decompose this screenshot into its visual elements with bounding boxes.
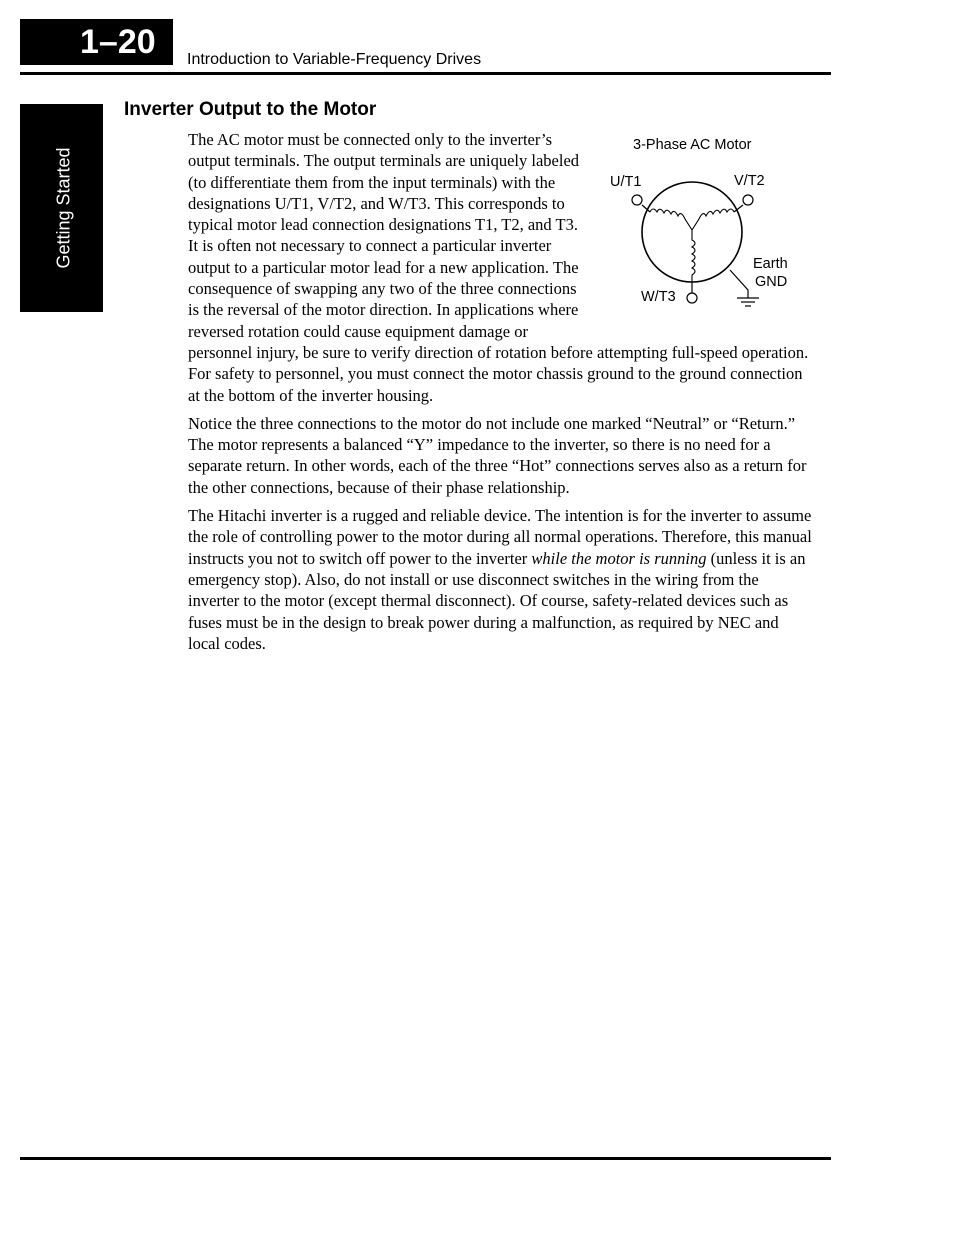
paragraph-2: Notice the three connections to the motor do not include one marked “Neutral” or “Return.” The motor represents a balanced “Y” impedance to the inverter, so there is no need for a separate return. In other words, each of the three “Hot” connections serves also as a return for the other connections, because of their phase relationship.: [188, 413, 807, 497]
diagram-float-spacer: [581, 129, 813, 329]
label-w-t3: W/T3: [641, 289, 676, 305]
paragraph-3: [188, 505, 813, 654]
paragraph-3-part-1: The Hitachi inverter is a rugged and reliable device. The intention is for the inverter to assume the role of controlling power to the motor during all normal operations. Therefore, this manual instructs you not to switch off power to the inverter: [188, 506, 812, 568]
chapter-title: Introduction to Variable-Frequency Drives: [187, 51, 482, 68]
diagram-title: 3-Phase AC Motor: [633, 137, 752, 153]
label-v-t2: V/T2: [734, 173, 765, 189]
label-gnd: GND: [755, 274, 788, 290]
paragraph-1: The AC motor must be connected only to the inverter’s output terminals. The output terminals are uniquely labeled (to differentiate them from the input terminals) with the designations U/T1, V/T2, and W/T3. This corresponds to typical motor lead connection designations T1, T2, and T3. It is often not necessary to connect a particular inverter output to a particular motor lead for a new application. The consequence of swapping any two of the three connections is the reversal of the motor direction. In applications where reversed rotation could cause equipment damage or personnel injury, be sure to verify direction of rotation before attempting full-speed operation. For safety to personnel, you must connect the motor chassis ground to the ground connection at the bottom of the inverter housing.: [188, 130, 809, 405]
side-tab-label: Getting Started: [53, 147, 74, 269]
paragraph-3-part-2: (unless it is an emergency stop). Also, do not install or use disconnect switches in the wiring from the inverter to the motor (except thermal disconnect). Of course, safety-related devices such as fuses must be in the design to break power during a malfunction, as required by NEC and local codes.: [188, 548, 806, 653]
section-heading: Inverter Output to the Motor: [124, 99, 377, 120]
page-number: 1–20: [20, 19, 173, 65]
footer-rule: [20, 1157, 831, 1160]
header-rule: [20, 72, 831, 75]
body-text: [188, 129, 813, 661]
label-earth: Earth: [753, 256, 788, 272]
paragraph-3-emphasis: while the motor is running: [531, 548, 707, 568]
label-u-t1: U/T1: [610, 174, 642, 190]
